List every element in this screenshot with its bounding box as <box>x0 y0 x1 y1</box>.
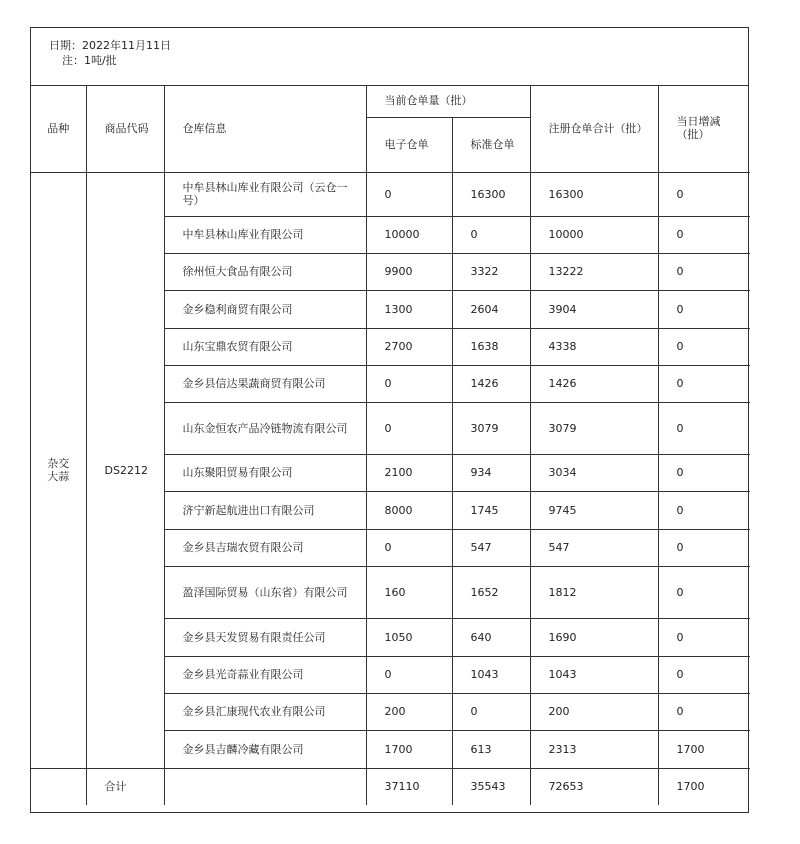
electronic-cell: 0 <box>366 656 452 693</box>
warehouse-cell: 金乡县吉麟冷藏有限公司 <box>164 730 366 768</box>
standard-cell: 3079 <box>452 402 530 454</box>
standard-cell: 2604 <box>452 290 530 328</box>
total-standard: 35543 <box>452 768 530 805</box>
standard-cell: 3322 <box>452 253 530 290</box>
standard-cell: 1745 <box>452 491 530 529</box>
electronic-cell: 0 <box>366 402 452 454</box>
warehouse-receipt-table <box>31 85 750 805</box>
registered-total-cell: 10000 <box>530 216 658 253</box>
standard-cell: 0 <box>452 693 530 730</box>
header-current-group: 当前仓单量（批） <box>366 85 530 117</box>
standard-cell: 1043 <box>452 656 530 693</box>
registered-total-cell: 2313 <box>530 730 658 768</box>
daily-change-cell: 0 <box>658 172 750 216</box>
warehouse-cell: 山东聚阳贸易有限公司 <box>164 454 366 491</box>
warehouse-cell: 盈泽国际贸易（山东省）有限公司 <box>164 566 366 618</box>
total-row-blank-variety <box>31 768 86 805</box>
standard-cell: 547 <box>452 529 530 566</box>
electronic-cell: 8000 <box>366 491 452 529</box>
electronic-cell: 1050 <box>366 618 452 656</box>
registered-total-cell: 200 <box>530 693 658 730</box>
report-header <box>31 28 748 86</box>
daily-change-cell: 0 <box>658 693 750 730</box>
warehouse-cell: 中牟县林山库业有限公司（云仓一号） <box>164 172 366 216</box>
header-variety: 品种 <box>31 85 86 172</box>
warehouse-cell: 济宁新起航进出口有限公司 <box>164 491 366 529</box>
registered-total-cell: 4338 <box>530 328 658 365</box>
registered-total-cell: 13222 <box>530 253 658 290</box>
header-electronic: 电子仓单 <box>366 117 452 172</box>
total-row <box>31 768 750 805</box>
electronic-cell: 0 <box>366 365 452 402</box>
standard-cell: 1638 <box>452 328 530 365</box>
standard-cell: 934 <box>452 454 530 491</box>
registered-total-cell: 16300 <box>530 172 658 216</box>
date-line: 日期：2022年11月11日 <box>49 39 171 52</box>
standard-cell: 0 <box>452 216 530 253</box>
daily-change-cell: 1700 <box>658 730 750 768</box>
table-row <box>31 172 750 216</box>
standard-cell: 613 <box>452 730 530 768</box>
standard-cell: 1426 <box>452 365 530 402</box>
header-daily-change: 当日增减（批） <box>658 85 750 172</box>
electronic-cell: 2700 <box>366 328 452 365</box>
warehouse-cell: 金乡县天发贸易有限责任公司 <box>164 618 366 656</box>
variety-cell: 杂交大蒜 <box>31 172 86 768</box>
warehouse-cell: 金乡县光奇蒜业有限公司 <box>164 656 366 693</box>
electronic-cell: 0 <box>366 172 452 216</box>
warehouse-cell: 山东金恒农产品冷链物流有限公司 <box>164 402 366 454</box>
warehouse-cell: 金乡县汇康现代农业有限公司 <box>164 693 366 730</box>
daily-change-cell: 0 <box>658 216 750 253</box>
warehouse-cell: 徐州恒大食品有限公司 <box>164 253 366 290</box>
registered-total-cell: 1812 <box>530 566 658 618</box>
daily-change-cell: 0 <box>658 253 750 290</box>
electronic-cell: 10000 <box>366 216 452 253</box>
registered-total-cell: 1426 <box>530 365 658 402</box>
header-warehouse: 仓库信息 <box>164 85 366 172</box>
electronic-cell: 1300 <box>366 290 452 328</box>
electronic-cell: 160 <box>366 566 452 618</box>
warehouse-cell: 中牟县林山库业有限公司 <box>164 216 366 253</box>
daily-change-cell: 0 <box>658 566 750 618</box>
total-label: 合计 <box>86 768 164 805</box>
electronic-cell: 1700 <box>366 730 452 768</box>
electronic-cell: 2100 <box>366 454 452 491</box>
warehouse-cell: 山东宝鼎农贸有限公司 <box>164 328 366 365</box>
total-row-blank-warehouse <box>164 768 366 805</box>
report-frame <box>30 27 749 813</box>
code-cell: DS2212 <box>86 172 164 768</box>
standard-cell: 1652 <box>452 566 530 618</box>
warehouse-cell: 金乡县吉瑞农贸有限公司 <box>164 529 366 566</box>
daily-change-cell: 0 <box>658 618 750 656</box>
registered-total-cell: 3904 <box>530 290 658 328</box>
total-daily-change: 1700 <box>658 768 750 805</box>
daily-change-cell: 0 <box>658 454 750 491</box>
electronic-cell: 0 <box>366 529 452 566</box>
daily-change-cell: 0 <box>658 290 750 328</box>
daily-change-cell: 0 <box>658 656 750 693</box>
daily-change-cell: 0 <box>658 328 750 365</box>
warehouse-cell: 金乡县信达果蔬商贸有限公司 <box>164 365 366 402</box>
daily-change-cell: 0 <box>658 491 750 529</box>
daily-change-cell: 0 <box>658 529 750 566</box>
standard-cell: 640 <box>452 618 530 656</box>
registered-total-cell: 3034 <box>530 454 658 491</box>
header-registered-total: 注册仓单合计（批） <box>530 85 658 172</box>
registered-total-cell: 1690 <box>530 618 658 656</box>
header-row-1 <box>31 85 750 117</box>
registered-total-cell: 9745 <box>530 491 658 529</box>
header-standard: 标准仓单 <box>452 117 530 172</box>
electronic-cell: 200 <box>366 693 452 730</box>
unit-note: 注：1吨/批 <box>62 54 117 67</box>
warehouse-cell: 金乡稳利商贸有限公司 <box>164 290 366 328</box>
total-electronic: 37110 <box>366 768 452 805</box>
daily-change-cell: 0 <box>658 402 750 454</box>
total-registered: 72653 <box>530 768 658 805</box>
electronic-cell: 9900 <box>366 253 452 290</box>
registered-total-cell: 1043 <box>530 656 658 693</box>
header-code: 商品代码 <box>86 85 164 172</box>
registered-total-cell: 3079 <box>530 402 658 454</box>
standard-cell: 16300 <box>452 172 530 216</box>
daily-change-cell: 0 <box>658 365 750 402</box>
registered-total-cell: 547 <box>530 529 658 566</box>
